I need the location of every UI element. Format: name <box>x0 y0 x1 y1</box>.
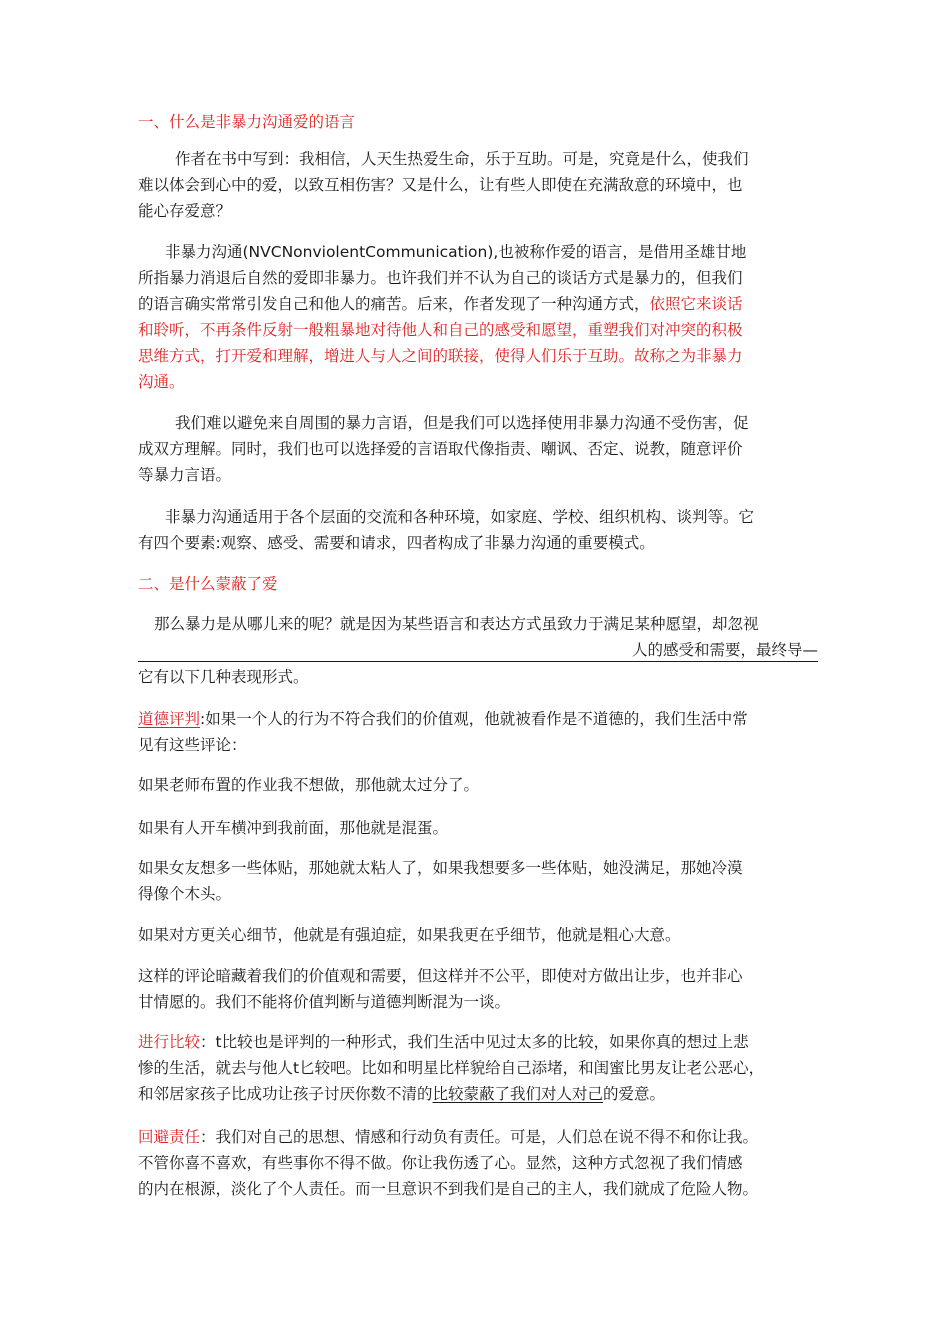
summary-paragraph <box>138 963 828 1015</box>
text-line: 如果女友想多一些体贴，那她就太粘人了，如果我想要多一些体贴，她没满足，那她冷漠 <box>138 859 743 877</box>
text-line: 这样的评论暗藏着我们的价值观和需要，但这样并不公平，即使对方做出让步，也并非心 <box>138 967 743 985</box>
avoid-responsibility-label: 回避责任 <box>138 1128 201 1146</box>
section1-paragraph-4 <box>138 504 828 556</box>
section1-paragraph-1 <box>138 146 828 224</box>
text-segment: 的语言确实常常引发自己和他人的痛苦。后来，作者发现了一种沟通方式， <box>138 295 650 313</box>
text-line: 见有这些评论： <box>138 736 247 754</box>
example-3 <box>138 855 828 907</box>
text-line: 非暴力沟通(NVCNonviolentCommunication),也被称作爱的语言，是借用圣雄甘地 <box>165 243 747 261</box>
text-line <box>138 706 828 732</box>
section1-heading: 一、什么是非暴力沟通爱的语言 <box>138 113 356 131</box>
text-line: 有四个要素:观察、感受、需要和请求，四者构成了非暴力沟通的重要模式。 <box>138 534 655 552</box>
section1-paragraph-2 <box>138 239 828 395</box>
text-line: 成双方理解。同时，我们也可以选择爱的言语取代像指责、嘲讽、否定、说教，随意评价 <box>138 440 743 458</box>
moral-judgment-label: 道德评判 <box>138 710 201 728</box>
text-line: 甘情愿的。我们不能将价值判断与道德判断混为一谈。 <box>138 993 511 1011</box>
text-line: 不管你喜不喜欢，有些事你不得不做。你让我伤透了心。显然，这种方式忽视了我们情感 <box>138 1154 743 1172</box>
text-line: 它有以下几种表现形式。 <box>138 668 309 686</box>
horizontal-rule <box>138 661 818 662</box>
moral-judgment-paragraph <box>138 706 828 758</box>
highlighted-text-line: 思维方式，打开爱和理解，增进人与人之间的联接，使得人们乐于互助。故称之为非暴力 <box>138 347 743 365</box>
text-segment: ：t比较也是评判的一种形式，我们生活中见过太多的比较，如果你真的想过上悲 <box>200 1033 749 1051</box>
text-line <box>138 1081 828 1107</box>
text-line: 我们难以避免来自周围的暴力言语，但是我们可以选择使用非暴力沟通不受伤害，促 <box>175 414 749 432</box>
text-line: 那么暴力是从哪儿来的呢？就是因为某些语言和表达方式虽致力于满足某种愿望，却忽视 <box>154 615 759 633</box>
avoid-responsibility-paragraph <box>138 1124 828 1202</box>
text-line: 能心存爱意？ <box>138 202 232 220</box>
text-line: 非暴力沟通适用于各个层面的交流和各种环境，如家庭、学校、组织机构、谈判等。它 <box>165 508 755 526</box>
section1-paragraph-3 <box>138 410 828 488</box>
text-segment: 和邻居家孩子比成功让孩子讨厌你数不清的 <box>138 1085 433 1103</box>
text-segment: 的爱意。 <box>603 1085 666 1103</box>
section2-heading: 二、是什么蒙蔽了爱 <box>138 575 278 593</box>
text-segment: :如果一个人的行为不符合我们的价值观，他就被看作是不道德的，我们生活中常 <box>200 710 748 728</box>
comparison-label: 进行比较 <box>138 1033 201 1051</box>
highlighted-text-line: 沟通。 <box>138 373 185 391</box>
text-line: 惨的生活，就去与他人t匕较吧。比如和明星比样貌给自己添堵，和闺蜜比男友让老公恶心， <box>138 1059 765 1077</box>
text-line <box>138 291 828 317</box>
text-line <box>138 1124 828 1150</box>
text-line: 所指暴力消退后自然的爱即非暴力。也许我们并不认为自己的谈话方式是暴力的，但我们 <box>138 269 743 287</box>
text-line: 作者在书中写到：我相信，人天生热爱生命，乐于互助。可是，究竟是什么，使我们 <box>175 150 749 168</box>
text-line: 等暴力言语。 <box>138 466 232 484</box>
highlighted-text-line: 和聆听，不再条件反射一般粗暴地对待他人和自己的感受和愿望，重塑我们对冲突的积极 <box>138 321 743 339</box>
text-line: 难以体会到心中的爱，以致互相伤害？又是什么，让有些人即使在充满敌意的环境中，也 <box>138 176 743 194</box>
text-line: 人的感受和需要，最终导— <box>631 641 818 659</box>
example-4: 如果对方更关心细节，他就是有强迫症，如果我更在乎细节，他就是粗心大意。 <box>138 926 681 944</box>
text-line: 得像个木头。 <box>138 885 232 903</box>
highlighted-text: 依照它来谈话 <box>649 295 743 313</box>
text-line <box>138 1029 828 1055</box>
example-2: 如果有人开车横冲到我前面，那他就是混蛋。 <box>138 819 449 837</box>
underlined-text: 比较蒙蔽了我们对人对己 <box>432 1085 604 1103</box>
example-1: 如果老师布置的作业我不想做，那他就太过分了。 <box>138 776 480 794</box>
text-line: 的内在根源，淡化了个人责任。而一旦意识不到我们是自己的主人，我们就成了危险人物。 <box>138 1180 759 1198</box>
section2-intro <box>138 611 828 663</box>
comparison-paragraph <box>138 1029 828 1107</box>
text-segment: ：我们对自己的思想、情感和行动负有责任。可是，人们总在说不得不和你让我。 <box>200 1128 759 1146</box>
